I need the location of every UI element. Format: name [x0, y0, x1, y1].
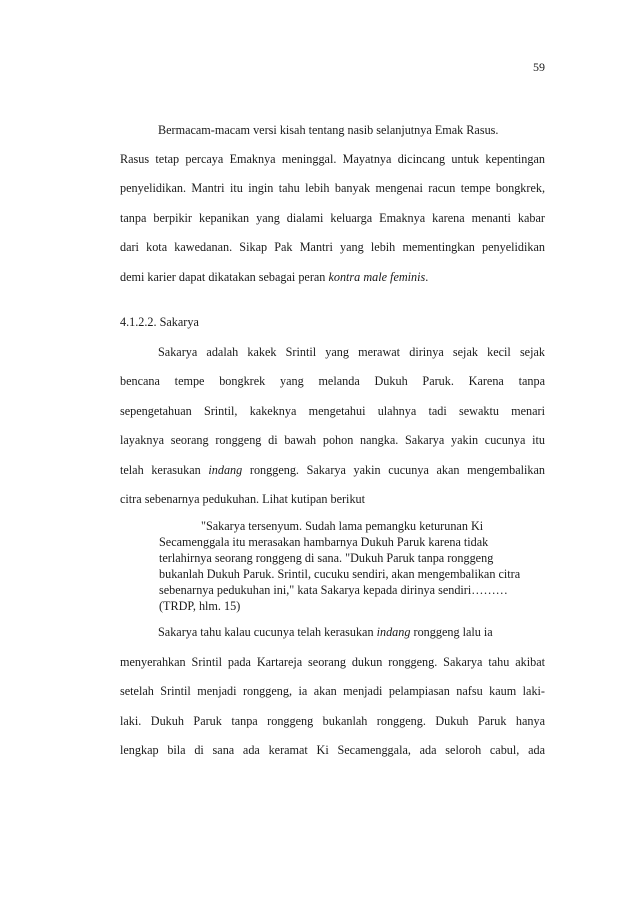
text-line: bencana tempe bongkrek yang melanda Dukuh Paruk. Karena tanpa: [120, 374, 545, 388]
text-line: layaknya seorang ronggeng di bawah pohon nangka. Sakarya yakin cucunya itu: [120, 433, 545, 447]
text-line: Bermacam-macam versi kisah tentang nasib selanjutnya Emak Rasus.: [158, 123, 499, 137]
paragraph-2-cont: [120, 404, 545, 418]
paragraph-2: [120, 345, 545, 359]
text-line: menyerahkan Srintil pada Kartareja seorang dukun ronggeng. Sakarya tahu akibat: [120, 655, 545, 669]
paragraph-3: [120, 625, 545, 639]
quote-line: terlahirnya seorang ronggeng di sana. "Dukuh Paruk tanpa ronggeng: [159, 551, 494, 565]
quote-line: bukanlah Dukuh Paruk. Srintil, cucuku sendiri, akan mengembalikan citra: [159, 567, 521, 581]
text-span: demi karier dapat dikatakan sebagai peran: [120, 270, 329, 284]
page-number: 59: [533, 60, 545, 74]
italic-term: indang: [208, 463, 243, 477]
paragraph-1-cont: [120, 181, 545, 195]
text-line: tanpa berpikir kepanikan yang dialami keluarga Emaknya karena menanti kabar: [120, 211, 545, 225]
text-line: sepengetahuan Srintil, kakeknya mengetahui ulahnya tadi sewaktu menari: [120, 404, 545, 418]
text-span: ronggeng lalu ia: [410, 625, 493, 639]
paragraph-1-cont: [120, 211, 545, 225]
text-line: Sakarya adalah kakek Srintil yang merawat dirinya sejak kecil sejak: [158, 345, 545, 359]
quote-line: (TRDP, hlm. 15): [159, 599, 241, 613]
text-line: [120, 463, 545, 477]
paragraph-3-cont: [120, 714, 545, 728]
paragraph-1-cont: [120, 152, 545, 166]
text-line: setelah Srintil menjadi ronggeng, ia akan menjadi pelampiasan nafsu kaum laki-: [120, 684, 545, 698]
paragraph-3-cont: [120, 743, 545, 757]
paragraph-3-cont: [120, 684, 545, 698]
text-line: citra sebenarnya pedukuhan. Lihat kutipan berikut: [120, 492, 366, 506]
section-heading: 4.1.2.2. Sakarya: [120, 315, 199, 329]
paragraph-2-cont: [120, 374, 545, 388]
text-line: Rasus tetap percaya Emaknya meninggal. Mayatnya dicincang untuk kepentingan: [120, 152, 545, 166]
paragraph-3-cont: [120, 655, 545, 669]
paragraph-2-cont: [120, 433, 545, 447]
text-span: ronggeng. Sakarya yakin cucunya akan mengembalikan: [242, 463, 545, 477]
paragraph-2-cont: [120, 492, 545, 506]
text-line: lengkap bila di sana ada keramat Ki Secamenggala, ada seloroh cabul, ada: [120, 743, 545, 757]
italic-term: kontra male feminis: [328, 270, 426, 284]
paragraph-1: [120, 123, 545, 137]
paragraph-2-cont: [120, 463, 545, 477]
text-line: [120, 625, 545, 639]
text-line: dari kota kawedanan. Sikap Pak Mantri yang lebih mementingkan penyelidikan: [120, 240, 545, 254]
text-line: laki. Dukuh Paruk tanpa ronggeng bukanlah ronggeng. Dukuh Paruk hanya: [120, 714, 545, 728]
paragraph-1-cont: [120, 240, 545, 254]
text-span: telah kerasukan: [120, 463, 209, 477]
text-line: [120, 270, 545, 284]
italic-term: indang: [376, 625, 411, 639]
paragraph-1-cont: [120, 270, 545, 284]
text-line: penyelidikan. Mantri itu ingin tahu lebih banyak mengenai racun tempe bongkrek,: [120, 181, 545, 195]
quote-line: Secamenggala itu merasakan hambarnya Dukuh Paruk karena tidak: [159, 535, 489, 549]
quote-line: sebenarnya pedukuhan ini," kata Sakarya kepada dirinya sendiri………: [159, 583, 508, 597]
text-span: Sakarya tahu kalau cucunya telah kerasukan: [158, 625, 377, 639]
section-heading-block: [120, 315, 545, 329]
text-span: .: [425, 270, 429, 284]
block-quote: [159, 518, 549, 614]
quote-line: "Sakarya tersenyum. Sudah lama pemangku keturunan Ki: [201, 519, 484, 533]
